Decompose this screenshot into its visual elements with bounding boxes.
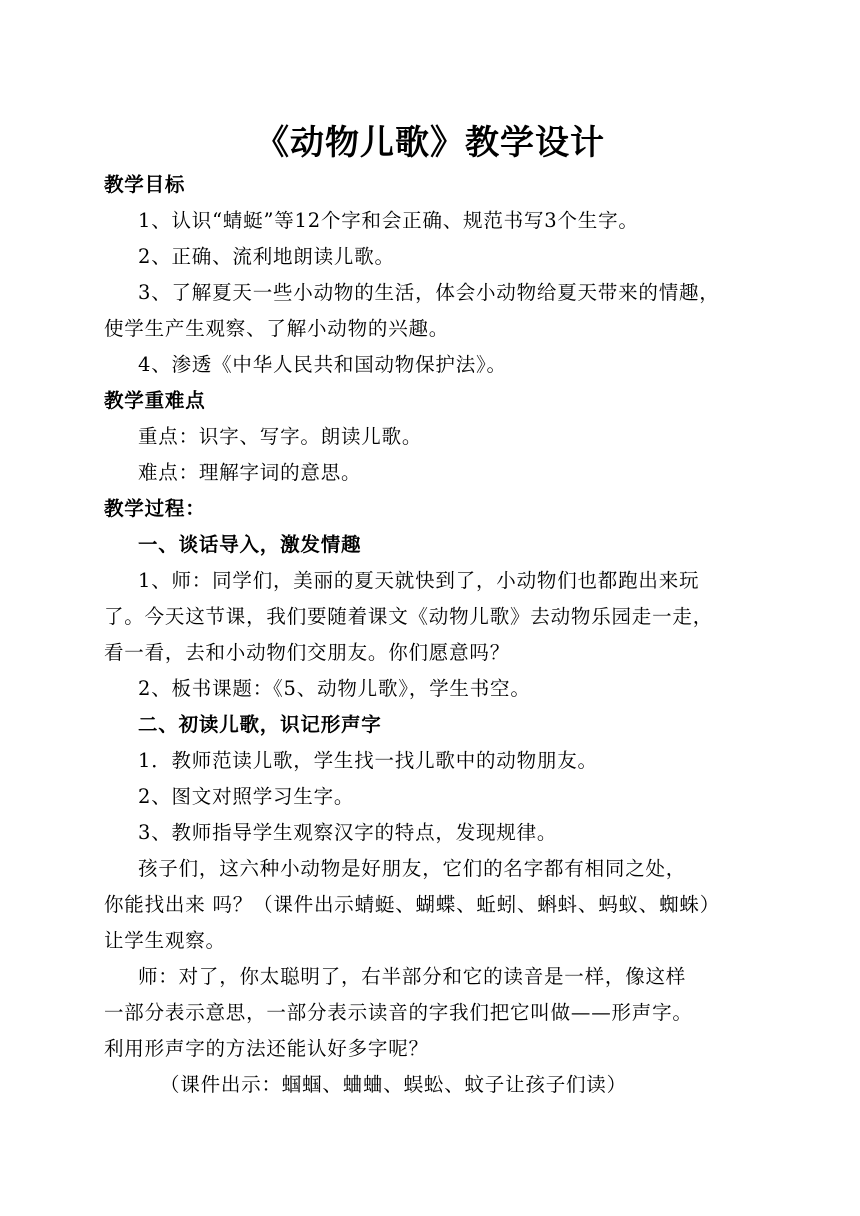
goal-item-3: 3、了解夏天一些小动物的生活，体会小动物给夏天带来的情趣， <box>138 281 720 304</box>
part2-line-1: 1．教师范读儿歌，学生找一找儿歌中的动物朋友。 <box>138 749 598 772</box>
part2-line-10: （课件出示：蝈蝈、蛐蛐、蜈蚣、蚊子让孩子们读） <box>160 1073 627 1096</box>
process-heading: 教学过程： <box>104 497 206 520</box>
part2-heading: 二、初读儿歌，识记形声字 <box>138 713 382 736</box>
part2-line-8: 一部分表示意思，一部分表示读音的字我们把它叫做——形声字。 <box>104 1001 693 1024</box>
part1-line-2: 了。今天这节课，我们要随着课文《动物儿歌》去动物乐园走一走， <box>104 605 714 628</box>
goal-item-2: 2、正确、流利地朗读儿歌。 <box>138 245 395 268</box>
keypoints-focus: 重点：识字、写字。朗读儿歌。 <box>138 425 423 448</box>
part2-line-6: 让学生观察。 <box>104 929 226 952</box>
goal-item-3-continued: 使学生产生观察、了解小动物的兴趣。 <box>104 317 450 340</box>
document-title: 《动物儿歌》教学设计 <box>255 123 605 163</box>
part1-line-3: 看一看，去和小动物们交朋友。你们愿意吗？ <box>104 641 511 664</box>
keypoints-difficulty: 难点：理解字词的意思。 <box>138 461 362 484</box>
goal-item-4: 4、渗透《中华人民共和国动物保护法》。 <box>138 353 507 376</box>
goal-item-1: 1、认识“蜻蜓”等12个字和会正确、规范书写3个生字。 <box>138 209 639 232</box>
part2-line-3: 3、教师指导学生观察汉字的特点，发现规律。 <box>138 821 558 844</box>
part2-line-7: 师：对了，你太聪明了，右半部分和它的读音是一样，像这样 <box>138 965 687 988</box>
part2-line-5: 你能找出来 吗？（课件出示蜻蜓、蝴蝶、蚯蚓、蝌蚪、蚂蚁、蜘蛛） <box>104 893 720 916</box>
part1-heading: 一、谈话导入，激发情趣 <box>138 533 362 556</box>
keypoints-heading: 教学重难点 <box>104 389 206 412</box>
part1-line-4: 2、板书课题：《5、动物儿歌》，学生书空。 <box>138 677 531 700</box>
part1-line-1: 1、师：同学们，美丽的夏天就快到了，小动物们也都跑出来玩 <box>138 569 700 592</box>
part2-line-2: 2、图文对照学习生字。 <box>138 785 355 808</box>
part2-line-9: 利用形声字的方法还能认好多字呢？ <box>104 1037 429 1060</box>
goals-heading: 教学目标 <box>104 173 186 196</box>
part2-line-4: 孩子们，这六种小动物是好朋友，它们的名字都有相同之处， <box>138 857 687 880</box>
